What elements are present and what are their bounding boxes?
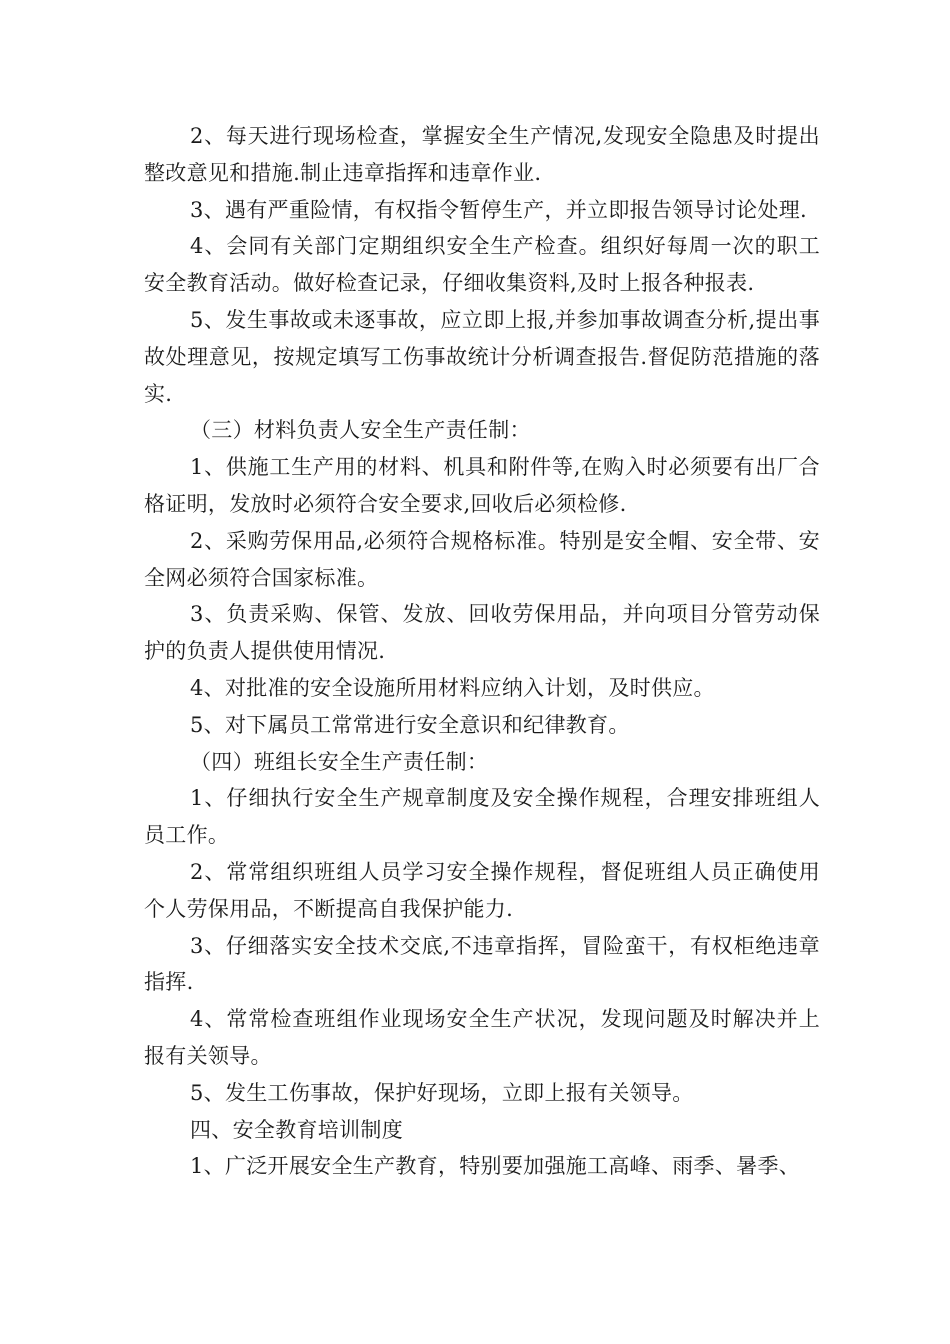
- paragraph-team-training: 2、常常组织班组人员学习安全操作规程，督促班组人员正确使用个人劳保用品，不断提高自我保护能力.: [144, 859, 820, 921]
- paragraph-safety-education: 1、广泛开展安全生产教育，特别要加强施工高峰、雨季、暑季、: [190, 1154, 801, 1179]
- paragraph-technical-briefing: 3、仔细落实安全技术交底,不违章指挥，冒险蛮干，有权柜绝违章指挥.: [144, 933, 820, 995]
- paragraph-protective-equipment: 2、采购劳保用品,必须符合规格标准。特别是安全帽、安全带、安全网必须符合国家标准。: [144, 528, 820, 590]
- paragraph-injury-accident: 5、发生工伤事故，保护好现场，立即上报有关领导。: [190, 1080, 694, 1105]
- paragraph-severe-danger: 3、遇有严重险情，有权指令暂停生产，并立即报告领导讨论处理.: [190, 197, 808, 222]
- paragraph-materials-certificate: 1、供施工生产用的材料、机具和附件等,在购入时必须要有出厂合格证明，发放时必须符合安全要求,回收后必须检修.: [144, 455, 820, 516]
- paragraph-daily-inspection: 2、每天进行现场检查，掌握安全生产情况,发现安全隐患及时提出整改意见和措施.制止违章指挥和违章作业.: [144, 124, 820, 185]
- document-body: [144, 118, 820, 1185]
- section-heading-materials: （三）材料负责人安全生产责任制：: [190, 418, 531, 443]
- paragraph-staff-education: 5、对下属员工常常进行安全意识和纪律教育。: [190, 712, 630, 737]
- paragraph-regular-inspection: 4、会同有关部门定期组织安全生产检查。组织好每周一次的职工安全教育活动。做好检查记录，仔细收集资料,及时上报各种报表.: [144, 234, 820, 296]
- paragraph-follow-rules: 1、仔细执行安全生产规章制度及安全操作规程，合理安排班组人员工作。: [144, 786, 820, 848]
- paragraph-site-check: 4、常常检查班组作业现场安全生产状况，发现问题及时解决并上报有关领导。: [144, 1007, 820, 1068]
- section-heading-training-system: 四、安全教育培训制度: [190, 1117, 403, 1142]
- paragraph-equipment-management: 3、负责采购、保管、发放、回收劳保用品，并向项目分管劳动保护的负责人提供使用情况.: [144, 602, 820, 664]
- paragraph-material-supply: 4、对批准的安全设施所用材料应纳入计划，及时供应。: [190, 675, 715, 700]
- section-heading-team-leader: （四）班组长安全生产责任制：: [190, 749, 489, 774]
- paragraph-accident-report: 5、发生事故或未逐事故，应立即上报,并参加事故调查分析,提出事故处理意见，按规定填写工伤事故统计分析调查报告.督促防范措施的落实.: [144, 307, 820, 406]
